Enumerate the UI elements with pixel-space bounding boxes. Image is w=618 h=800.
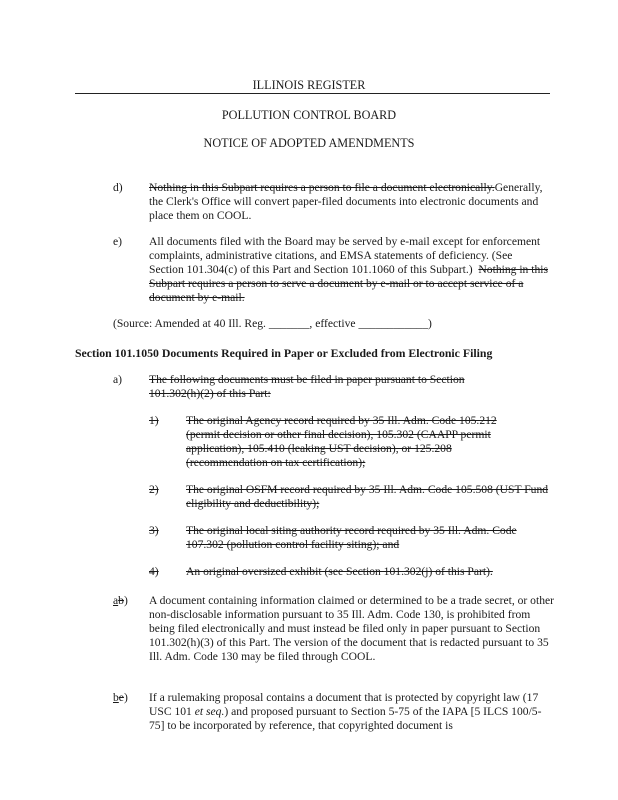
item-d-deleted-text: Nothing in this Subpart requires a person to file a document electronically. (149, 181, 495, 194)
item-ab-label-paren: ) (123, 594, 128, 607)
section-heading: Section 101.1050 Documents Required in Paper or Excluded from Electronic Filing (75, 346, 493, 360)
notice-title: NOTICE OF ADOPTED AMENDMENTS (203, 136, 415, 150)
item-e-deleted-text: Nothing in this Subpart requires a person to serve a document by e-mail or to accept service of a document by e-mail. (149, 263, 548, 304)
subitem-2-text: The original OSFM record required by 35 Ill. Adm. Code 105.508 (UST Fund eligibility and deductibility); (186, 483, 549, 510)
item-be-label-new: b (113, 691, 119, 704)
item-be-label-old: e (118, 691, 124, 704)
item-d-label: d) (113, 181, 123, 194)
item-be-text-post: ) and proposed pursuant to Section 5-75 of the IAPA [5 ILCS 100/5-75] to be incorporated by reference, that copyrighted document is (149, 705, 542, 732)
item-d-text: Generally, the Clerk's Office will convert paper-filed documents into electronic documents and place them on COOL. (149, 181, 543, 222)
subitem-3-label: 3) (149, 524, 159, 537)
item-be-label-paren: ) (123, 691, 128, 704)
subitem-1-label: 1) (149, 414, 159, 427)
item-a-deleted-text: The following documents must be filed in paper pursuant to Section 101.302(h)(2) of this Part: (149, 373, 465, 400)
header-rule (75, 93, 550, 94)
item-ab-label-new: a (113, 594, 119, 607)
item-be-paragraph (149, 691, 554, 733)
subitem-4-label: 4) (149, 565, 159, 578)
subitem-1-text: The original Agency record required by 35 Ill. Adm. Code 105.212 (permit decision or other final decision), 105.302 (CAAPP permit application), 105.410 (leaking UST decision), or 125.208 (recommendation on tax certification); (186, 414, 497, 469)
item-be-text-italic: et seq. (194, 705, 225, 718)
item-ab-text: A document containing information claimed or determined to be a trade secret, or other non-disclosable information pursuant to 35 Ill. Adm. Code 130, is prohibited from being filed electronically and must instead be filed only in paper pursuant to Section 101.302(h)(3) of this Part. The version of the document that is redacted pursuant to 35 Ill. Adm. Code 130 may be filed through COOL. (149, 594, 554, 663)
item-e-label: e) (113, 235, 123, 248)
item-e-text: All documents filed with the Board may be served by e-mail except for enforcement complaints, administrative citations, and EMSA statements of deficiency. (See Section 101.304(c) of this Part and Section 101.1060 of this Subpart.) (149, 235, 541, 276)
item-be-label (113, 691, 128, 705)
item-a-label: a) (113, 373, 123, 386)
item-ab-label-old: b (118, 594, 124, 607)
item-e-paragraph (149, 235, 549, 305)
board-title: POLLUTION CONTROL BOARD (221, 108, 397, 122)
register-title: ILLINOIS REGISTER (252, 78, 366, 92)
subitem-3-text: The original local siting authority record required by 35 Ill. Adm. Code 107.302 (pollution control facility siting); and (186, 524, 517, 551)
item-be-text-pre: If a rulemaking proposal contains a document that is protected by copyright law (17 USC 101 (149, 691, 539, 718)
subitem-2-label: 2) (149, 483, 159, 496)
source-note: (Source: Amended at 40 Ill. Reg. _______, effective ____________) (113, 317, 432, 330)
subitem-4-text: An original oversized exhibit (see Section 101.302(j) of this Part). (186, 565, 493, 578)
item-d-paragraph (149, 181, 545, 223)
item-ab-label (113, 594, 128, 608)
